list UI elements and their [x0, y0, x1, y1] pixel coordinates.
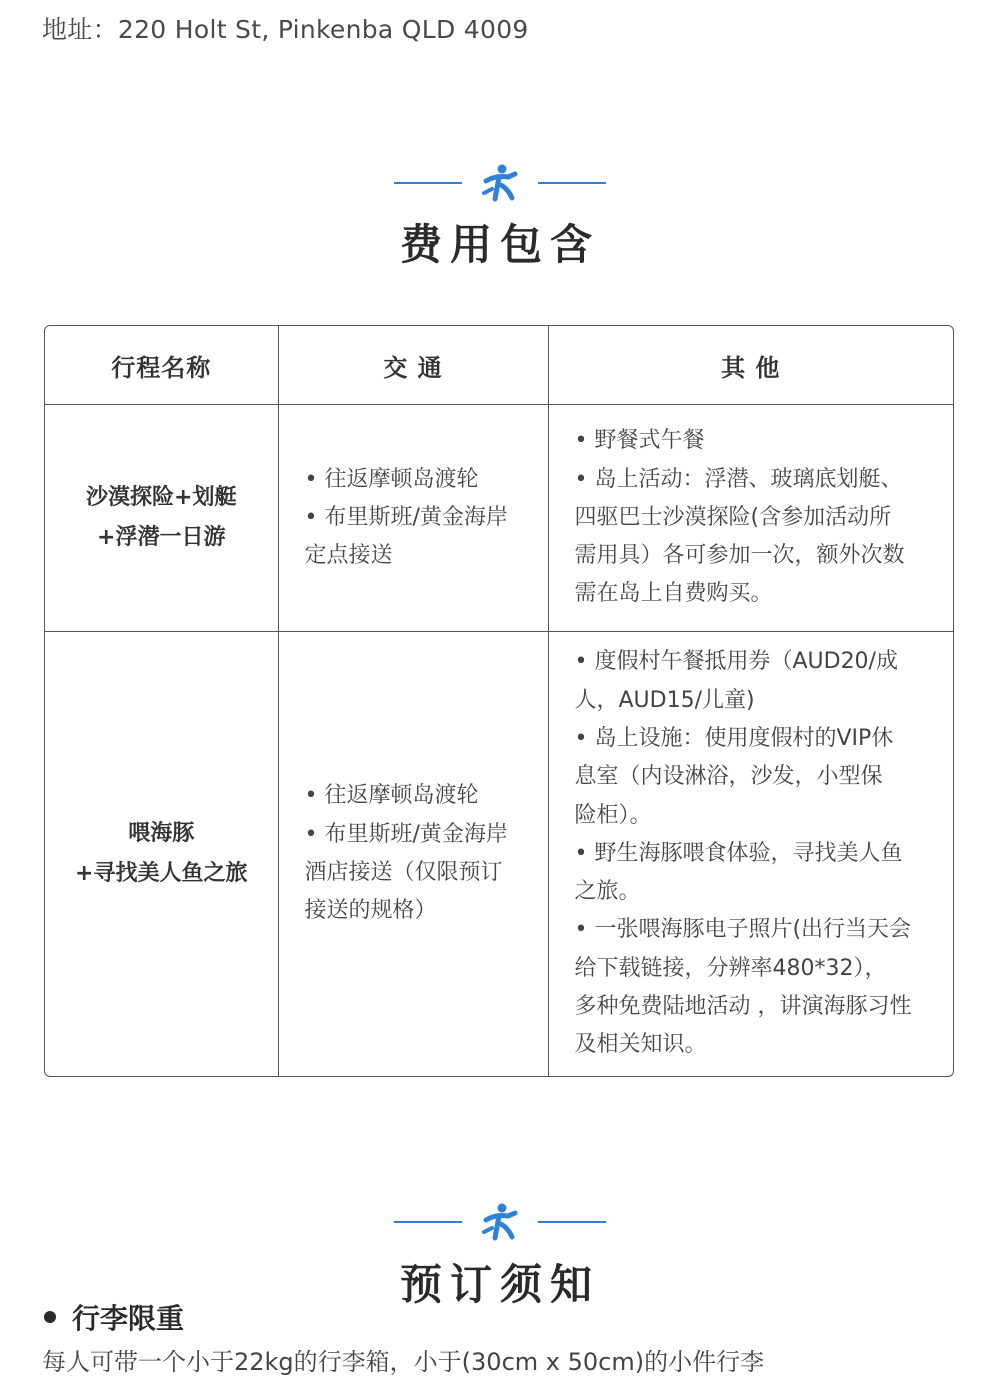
column-header-transport: 交 通: [278, 326, 548, 405]
surfer-icon: [478, 163, 522, 203]
table-row: [45, 405, 953, 632]
luggage-heading: 行李限重: [44, 1297, 184, 1337]
table-row: [45, 632, 953, 1077]
address-text: 地址：220 Holt St, Pinkenba QLD 4009: [42, 15, 529, 44]
other-cell: • 野餐式午餐 • 岛上活动：浮潜、玻璃底划艇、 四驱巴士沙漠探险(含参加活动所 需用具）各可参加一次，额外次数 需在岛上自费购买。: [548, 405, 953, 632]
other-cell: • 度假村午餐抵用券（AUD20/成 人，AUD15/儿童) • 岛上设施：使用度假村的VIP休 息室（内设淋浴，沙发，小型保 险柜）。 • 野生海豚喂食体验，寻找美人鱼 之旅。 • 一张喂海豚电子照片(出行当天会 给下载链接，分辨率480*32）， 多种免费陆地活动 ，讲演海豚习性 及相关知识。: [548, 632, 953, 1077]
column-header-itinerary: 行程名称: [45, 326, 278, 405]
surfer-icon: [478, 1202, 522, 1242]
itinerary-name: 沙漠探险+划艇 +浮潜一日游: [45, 405, 278, 632]
fees-table: [44, 325, 954, 1077]
column-header-other: 其 他: [548, 326, 953, 405]
section-title-fees: 费用包含: [399, 220, 600, 269]
section-title-booking: 预订须知: [399, 1260, 600, 1309]
title-ornament: [0, 1202, 1000, 1242]
bullet-icon: [44, 1311, 56, 1323]
table-header-row: [45, 326, 953, 405]
transport-cell: • 往返摩顿岛渡轮 • 布里斯班/黄金海岸 酒店接送（仅限预订 接送的规格）: [278, 632, 548, 1077]
itinerary-name: 喂海豚 +寻找美人鱼之旅: [45, 632, 278, 1077]
transport-cell: • 往返摩顿岛渡轮 • 布里斯班/黄金海岸 定点接送: [278, 405, 548, 632]
title-ornament: [0, 163, 1000, 203]
luggage-text: 每人可带一个小于22kg的行李箱，小于(30cm x 50cm)的小件行李: [42, 1348, 765, 1376]
